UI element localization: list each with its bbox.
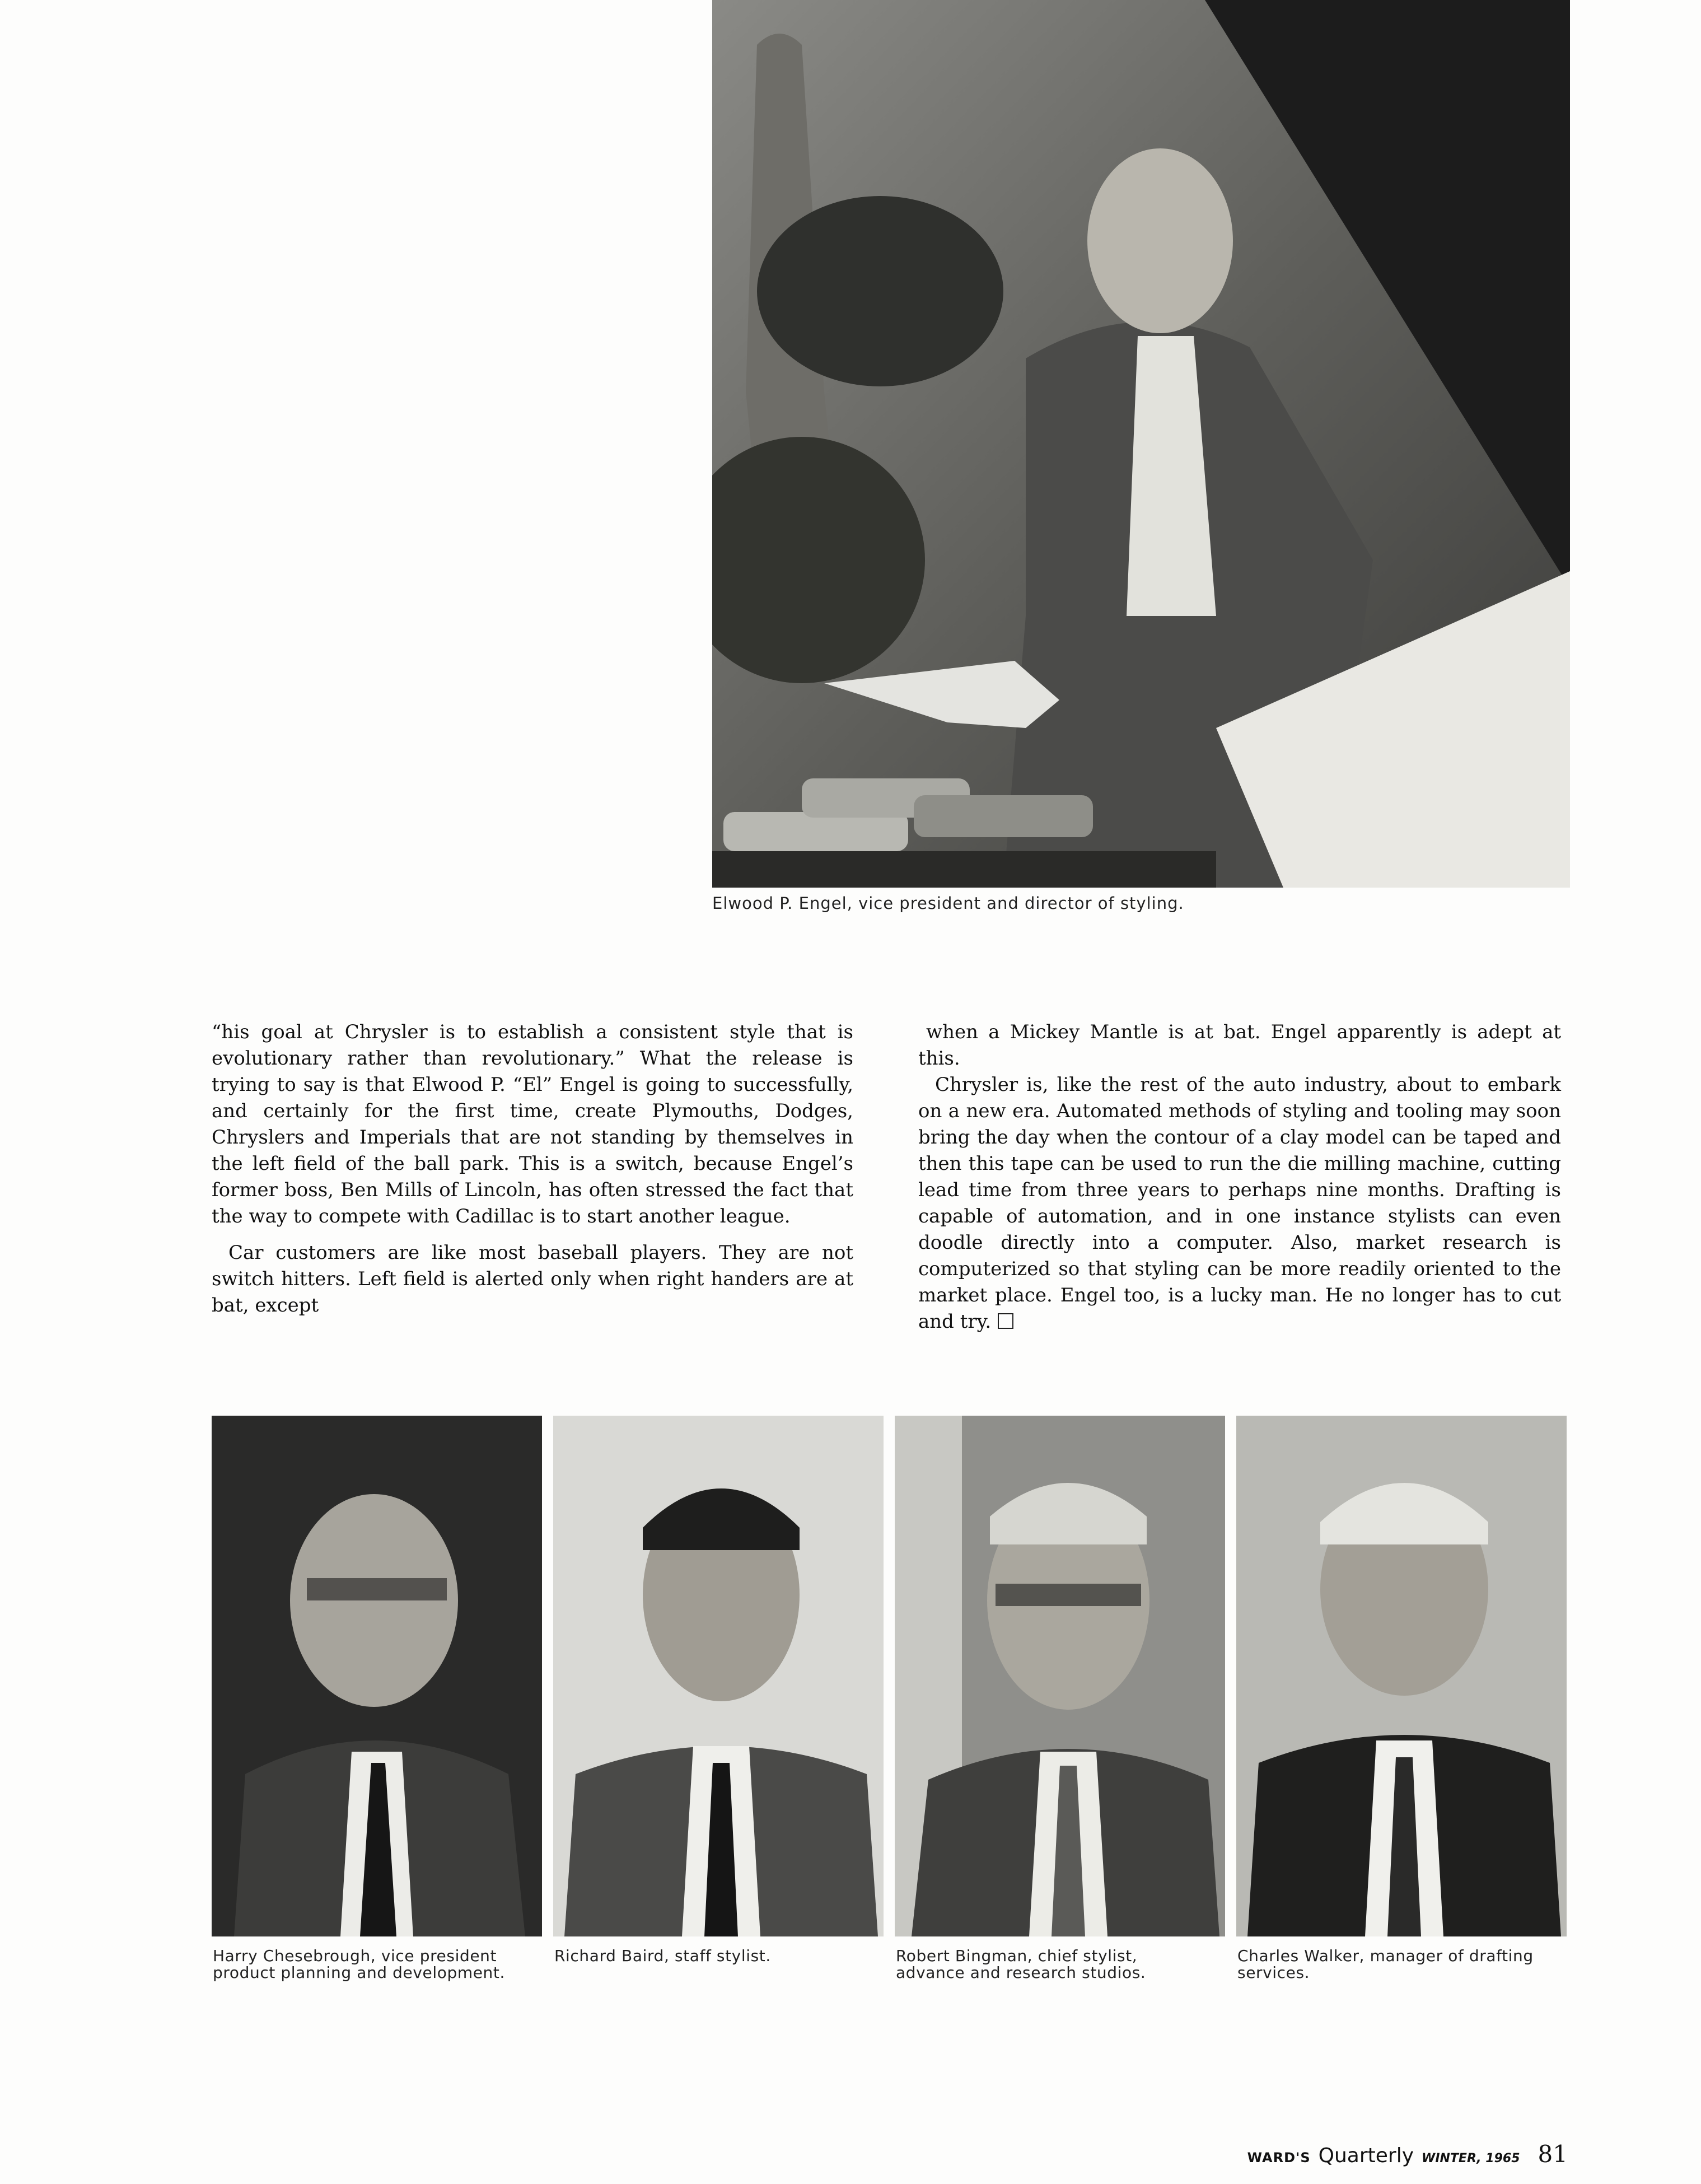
end-of-article-icon (998, 1313, 1013, 1329)
page-number: 81 (1538, 2140, 1568, 2168)
portrait-caption-harry-chesebrough: Harry Chesebrough, vice president product planning and development. (213, 1947, 505, 1982)
portrait-harry-chesebrough (212, 1416, 542, 1936)
article-paragraph: when a Mickey Mantle is at bat. Engel apparently is adept at this. (918, 1021, 1561, 1070)
portrait-caption-charles-walker: Charles Walker, manager of drafting services. (1237, 1947, 1534, 1982)
publication-brand: WARD'S (1247, 2150, 1311, 2166)
article-paragraph: Car customers are like most baseball players. They are not switch hitters. Left field is alerted only when right handers are at bat, except (212, 1242, 853, 1317)
portrait-image (553, 1416, 884, 1936)
publication-name: Quarterly (1318, 2144, 1414, 2167)
hero-caption: Elwood P. Engel, vice president and director of styling. (712, 894, 1184, 913)
article-paragraph-text: Chrysler is, like the rest of the auto industry, about to embark on a new era. Automated methods of styling and tooling may soon bring the day when the contour of a clay model can be taped and then this tape can be used to run the die milling machine, cutting lead time from three years to perhaps nine months. Drafting is capable of automation, and in one instance stylists can even doodle directly into a computer. Also, market research is computerized so that styling can be more readily oriented to the market place. Engel too, is a lucky man. He no longer has to cut and try. (918, 1074, 1561, 1333)
article-column-right (918, 1019, 1561, 1335)
article-column-left (212, 1019, 853, 1319)
portrait-robert-bingman (895, 1416, 1225, 1936)
portrait-charles-walker (1236, 1416, 1567, 1936)
article-paragraph-final (918, 1072, 1561, 1335)
article-paragraph: “his goal at Chrysler is to establish a consistent style that is evolutionary rather than revolutionary.” What the release is trying to say is that Elwood P. “El” Engel is going to successfully, and certainly for the first time, create Plymouths, Dodges, Chryslers and Imperials that are not standing by themselves in the left field of the ball park. This is a switch, because Engel’s former boss, Ben Mills of Lincoln, has often stressed the fact that the way to compete with Cadillac is to start another league. (212, 1021, 853, 1228)
portrait-caption-richard-baird: Richard Baird, staff stylist. (554, 1947, 771, 1965)
portrait-richard-baird (553, 1416, 884, 1936)
issue-date: WINTER, 1965 (1422, 2152, 1520, 2166)
portrait-caption-robert-bingman: Robert Bingman, chief stylist, advance and research studios. (896, 1947, 1146, 1982)
hero-photo-image (712, 0, 1570, 888)
hero-photo-elwood-engel (712, 0, 1570, 888)
portrait-image (895, 1416, 1225, 1936)
portrait-image (1236, 1416, 1567, 1936)
page-footer (1247, 2140, 1568, 2168)
portrait-image (212, 1416, 542, 1936)
